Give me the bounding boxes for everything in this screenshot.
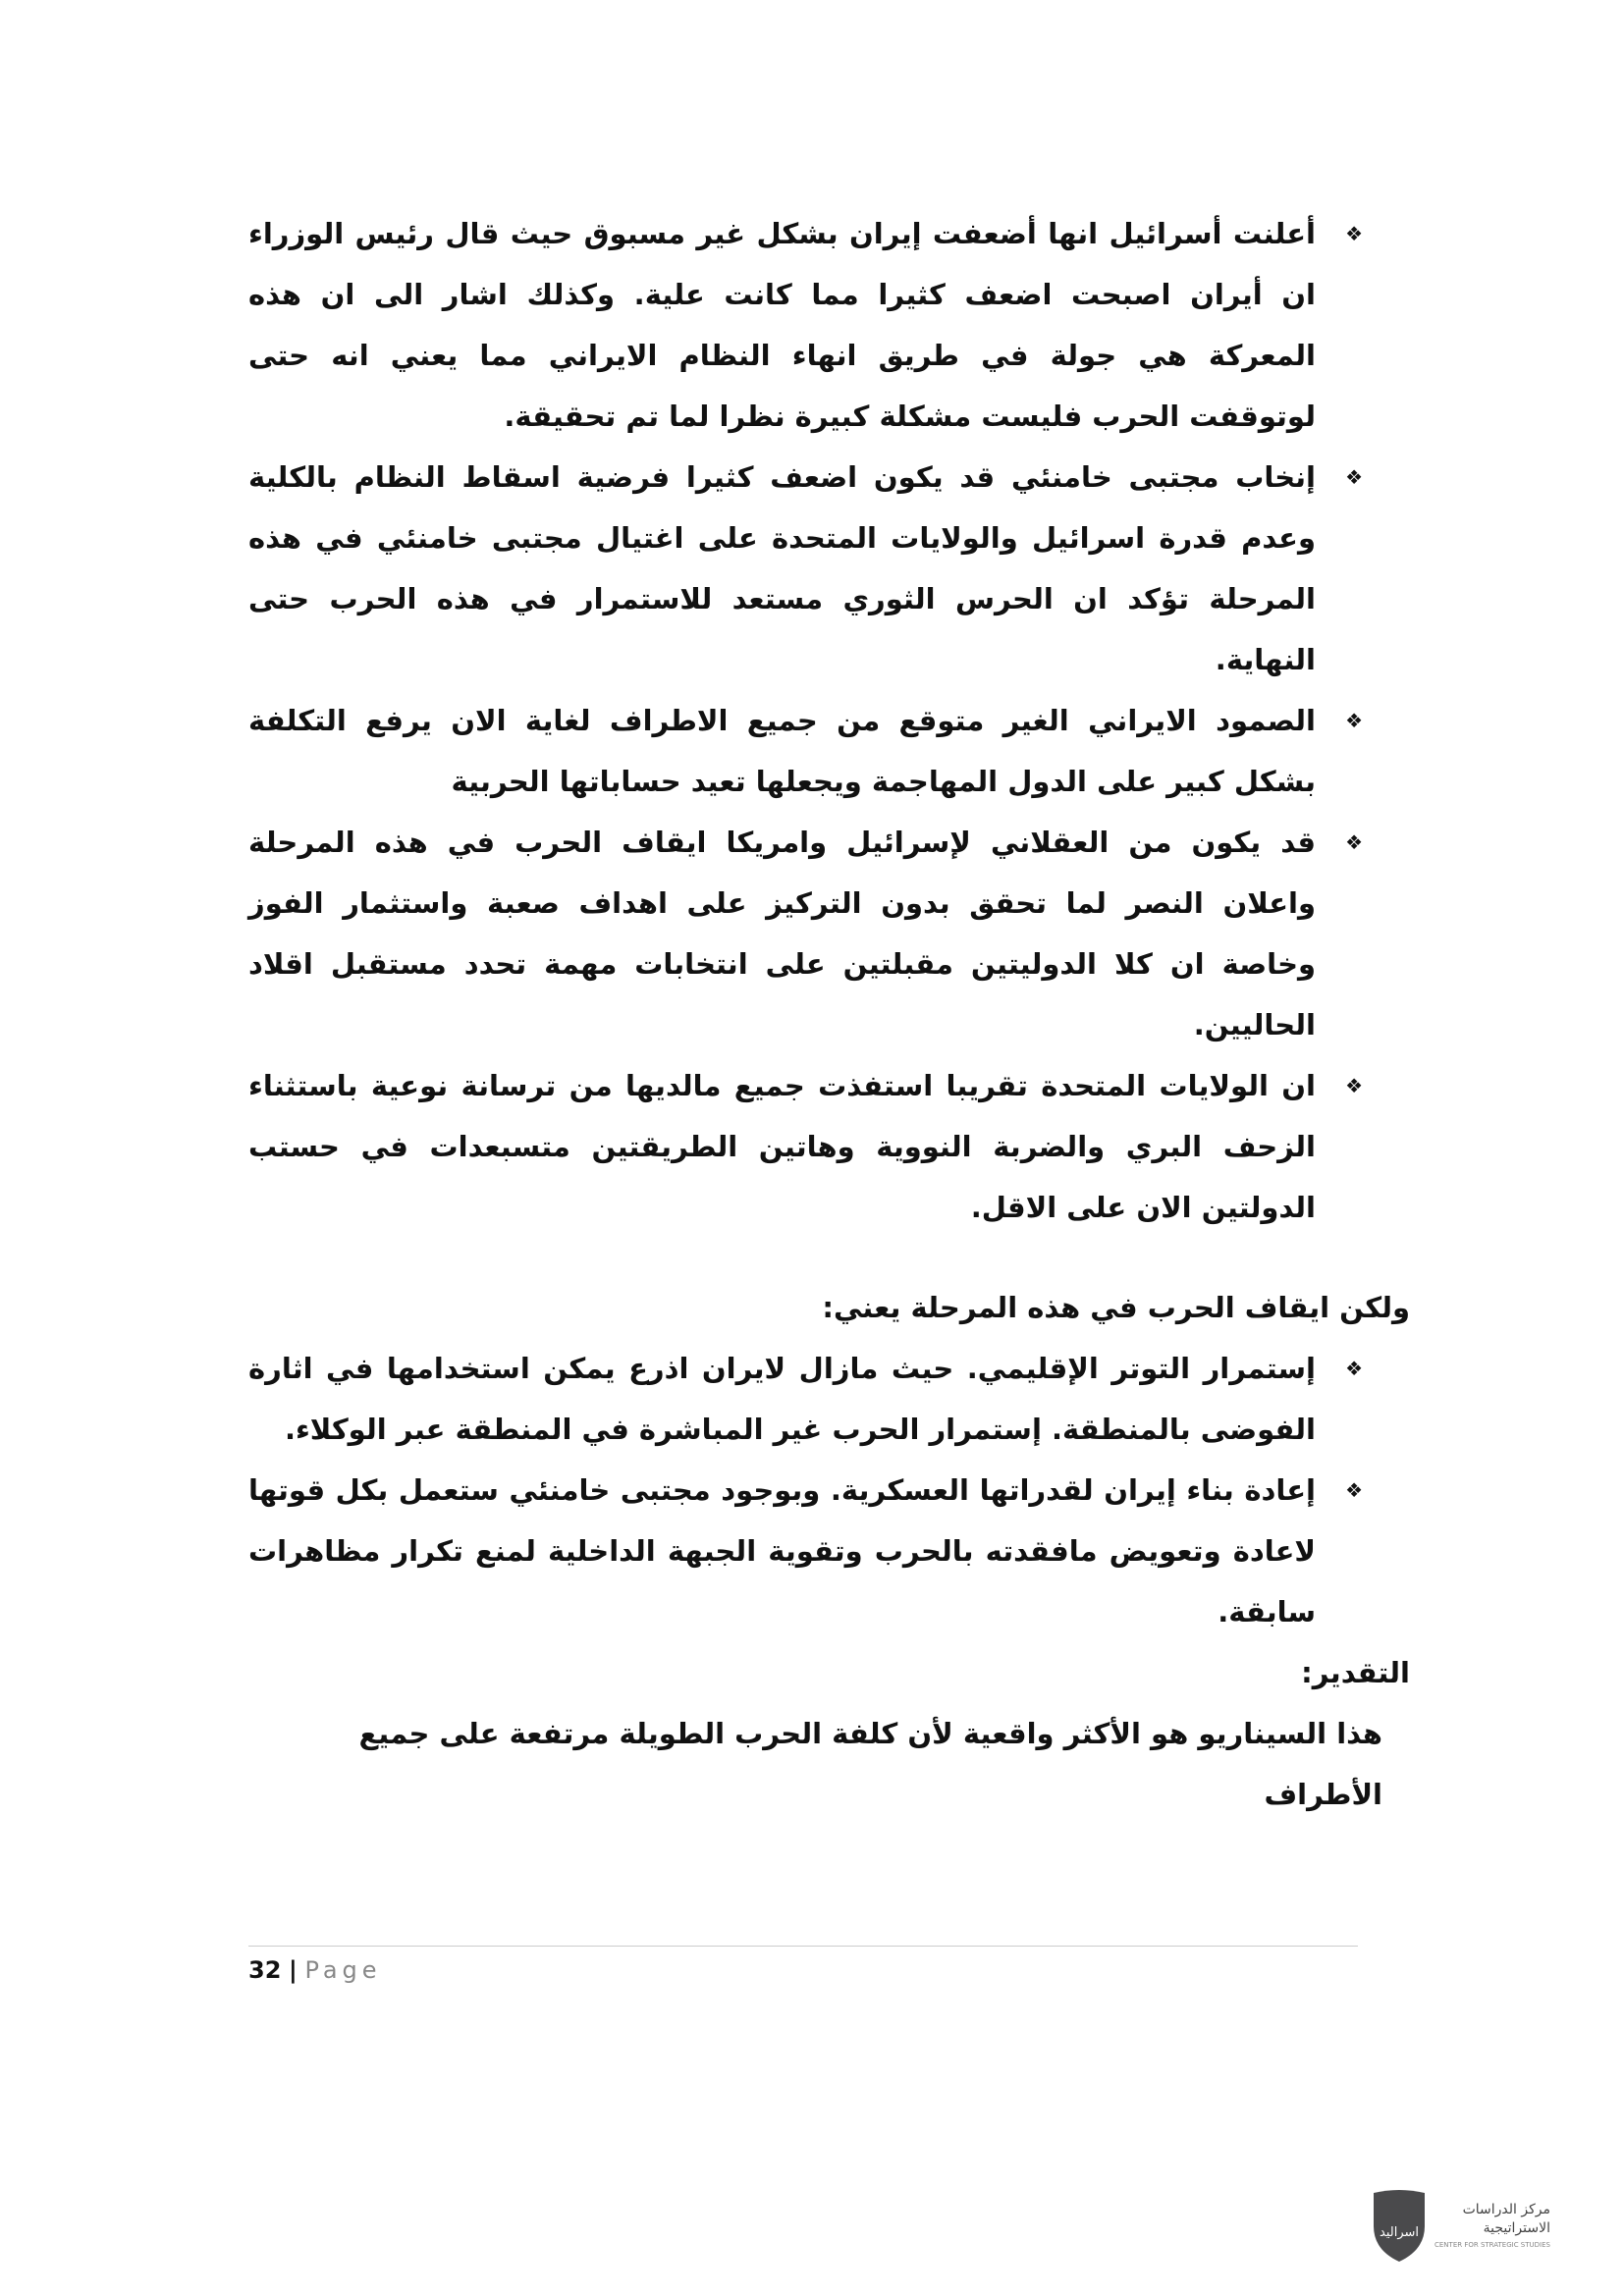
diamond-bullet-icon: ❖ [1345,709,1363,732]
list-item-text: أعلنت أسرائيل انها أضعفت إيران بشكل غير مسبوق حيث قال رئيس الوزراء ان أيران اصبحت اضعف كثيرا مما كانت علية. وكذلك اشار الى ان هذه المعركة هي جولة في طريق انهاء النظام الايراني مما يعني انه حتى لوتوقفت الحرب فليست مشكلة كبيرة نظرا لما تم تحقيقة. [248,217,1316,433]
list-item-text: ان الولايات المتحدة تقريبا استفذت جميع مالديها من ترسانة نوعية باستثناء الزحف البري والضربة النووية وهاتين الطريقتين متسبعدات في حستب الدولتين الان على الاقل. [248,1069,1316,1224]
list-item-text: قد يكون من العقلاني لإسرائيل وامريكا ايقاف الحرب في هذه المرحلة واعلان النصر لما تحقق بدون التركيز على اهداف صعبة واستثمار الفوز وخاصة ان كلا الدوليتين مقبلتين على انتخابات مهمة تحدد مستقبل اقلاد الحاليين. [248,826,1316,1041]
center-logo [1370,2187,1550,2264]
diamond-bullet-icon: ❖ [1345,1074,1363,1097]
diamond-bullet-icon: ❖ [1345,830,1363,854]
list-item [248,203,1410,447]
list-item [248,447,1410,690]
diamond-bullet-icon: ❖ [1345,222,1363,245]
section-1-list [248,203,1410,1238]
logo-mark: اسراليد [1380,2225,1419,2240]
logo-english: CENTER FOR STRATEGIC STUDIES [1435,2240,1550,2249]
assessment-text: هذا السيناريو هو الأكثر واقعية لأن كلفة الحرب الطويلة مرتفعة على جميع الأطراف [358,1717,1382,1811]
list-item [248,1055,1410,1238]
page-number: 32 [248,1956,282,1984]
diamond-bullet-icon: ❖ [1345,1478,1363,1502]
shield-logo-icon [1370,2187,1429,2264]
diamond-bullet-icon: ❖ [1345,465,1363,489]
footer-divider [248,1946,1358,1947]
assessment-label: التقدير: [1301,1656,1410,1689]
list-item [248,690,1410,812]
footer-separator: | [289,1956,298,1984]
page-footer [248,1955,382,1985]
list-item-text: إنخاب مجتبى خامنئي قد يكون اضعف كثيرا فرضية اسقاط النظام بالكلية وعدم قدرة اسرائيل والولايات المتحدة على اغتيال مجتبى خامنئي في هذه المرحلة تؤكد ان الحرس الثوري مستعد للاستمرار في هذه الحرب حتى النهاية. [248,460,1316,676]
list-item-text: إعادة بناء إيران لقدراتها العسكرية. وبوجود مجتبى خامنئي ستعمل بكل قوتها لاعادة وتعويض مافقدته بالحرب وتقوية الجبهة الداخلية لمنع تكرار مظاهرات سابقة. [248,1473,1316,1629]
list-item [248,812,1410,1055]
list-item-text: الصمود الايراني الغير متوقع من جميع الاطراف لغاية الان يرفع التكلفة بشكل كبير على الدول المهاجمة ويجعلها تعيد حساباتها الحربية [248,704,1316,798]
section-2 [248,1277,1410,1825]
list-item [248,1460,1410,1642]
list-item [248,1338,1410,1460]
page-label: Page [304,1956,382,1984]
page-body [248,203,1410,1825]
logo-text [1435,2201,1550,2251]
diamond-bullet-icon: ❖ [1345,1357,1363,1380]
section-heading: ولكن ايقاف الحرب في هذه المرحلة يعني: [822,1291,1410,1324]
logo-line-2: الاستراتيجية [1483,2219,1550,2236]
logo-line-1: مركز الدراسات [1462,2201,1550,2217]
list-item-text: إستمرار التوتر الإقليمي. حيث مازال لايران اذرع يمكن استخدامها في اثارة الفوضى بالمنطقة. إستمرار الحرب غير المباشرة في المنطقة عبر الوكلاء. [248,1352,1316,1446]
